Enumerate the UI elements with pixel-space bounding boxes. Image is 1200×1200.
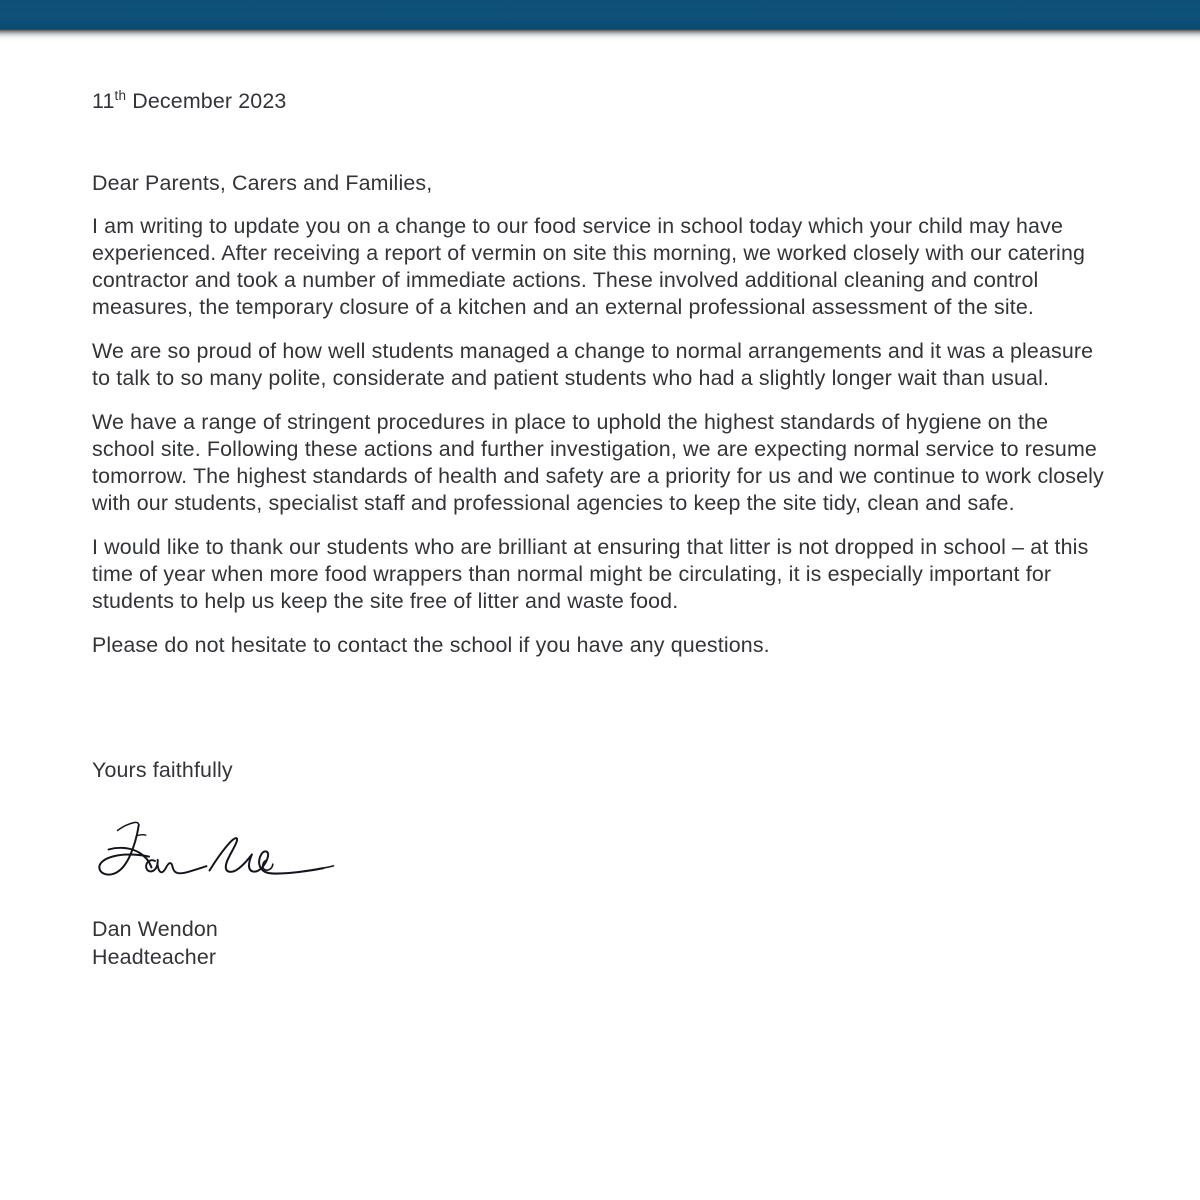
- letter-paragraph: I am writing to update you on a change to our food service in school today which your child may have experienced. After receiving a report of vermin on site this morning, we worked closely with our catering contractor and took a number of immediate actions. These involved additional cleaning and control measures, the temporary closure of a kitchen and an external professional assessment of the site.: [92, 214, 1086, 319]
- signature-image: [92, 808, 412, 900]
- letter-paragraph: We are so proud of how well students managed a change to normal arrangements and it was a pleasure to talk to so many polite, considerate and patient students who had a slightly longer wait than usual.: [92, 339, 1094, 390]
- letter-date-day: 11: [92, 89, 115, 113]
- signatory-title: Headteacher: [92, 945, 217, 969]
- letter-paragraph: I would like to thank our students who are brilliant at ensuring that litter is not dropped in school – at this time of year when more food wrappers than normal might be circulating, it is especially important for students to help us keep the site free of litter and waste food.: [92, 535, 1089, 613]
- letter-paragraph: Please do not hesitate to contact the school if you have any questions.: [92, 633, 770, 657]
- letter-date: [92, 88, 286, 115]
- letter-date-ordinal-suffix: th: [114, 87, 127, 103]
- closing-salutation: Yours faithfully: [92, 758, 233, 782]
- letter-paragraph: We have a range of stringent procedures in place to uphold the highest standards of hygiene on the school site. Following these actions and further investigation, we are expecting normal service to resume tomorrow. The highest standards of health and safety are a priority for us and we continue to work closely with our students, specialist staff and professional agencies to keep the site tidy, clean and safe.: [92, 410, 1104, 515]
- salutation: Dear Parents, Carers and Families,: [92, 171, 433, 195]
- letter-body: [92, 213, 1114, 659]
- signatory-block: [92, 915, 218, 971]
- signatory-name: Dan Wendon: [92, 917, 218, 941]
- letter-date-month-year: December 2023: [126, 89, 287, 113]
- handwritten-signature-icon: [92, 808, 412, 900]
